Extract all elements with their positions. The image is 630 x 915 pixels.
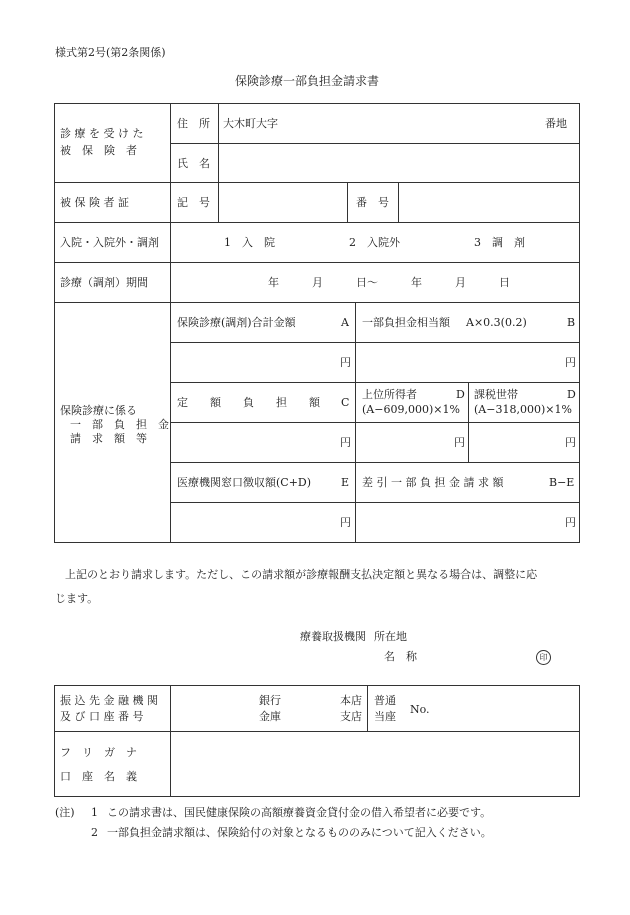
- partial-amount-code: B: [567, 316, 576, 329]
- total-amount-field[interactable]: [171, 343, 355, 382]
- taxed-household-field[interactable]: [469, 423, 579, 462]
- provider-name-label: 名 称: [384, 650, 417, 663]
- balance-claim-label: 差 引 一 部 負 担 金 請 求 額: [362, 476, 504, 489]
- address-town: 大木町大字: [223, 117, 278, 130]
- branch-word: 支店: [340, 710, 362, 723]
- total-amount-code: A: [341, 316, 349, 329]
- balance-claim-yen: 円: [565, 516, 576, 529]
- address-field[interactable]: [219, 104, 529, 142]
- partial-amount-formula: A×0.3(0.2): [466, 316, 527, 329]
- insured-label-line1: 診 療 を 受 け た: [60, 127, 144, 140]
- period-date-range[interactable]: 年 月 日～ 年 月 日: [268, 276, 510, 289]
- window-collection-field[interactable]: [171, 503, 355, 542]
- fixed-burden-yen: 円: [340, 436, 351, 449]
- address-label: 住 所: [177, 117, 210, 130]
- account-number-field[interactable]: [430, 686, 579, 731]
- period-label: 診療（調剤）期間: [60, 276, 148, 289]
- head-office-word: 本店: [340, 694, 362, 707]
- account-holder-label: 口 座 名 義: [60, 770, 137, 783]
- statement-line2: じます。: [55, 592, 99, 605]
- notes-prefix: (注): [55, 806, 75, 819]
- taxed-household-label: 課税世帯: [474, 388, 518, 401]
- koko-word: 金庫: [259, 710, 281, 723]
- account-number-label: No.: [410, 703, 430, 716]
- total-amount-yen: 円: [340, 356, 351, 369]
- form-number: 様式第2号(第2条関係): [55, 46, 166, 59]
- balance-claim-field[interactable]: [356, 503, 579, 542]
- partial-amount-yen: 円: [565, 356, 576, 369]
- account-holder-field[interactable]: [171, 732, 579, 796]
- fixed-burden-field[interactable]: [171, 423, 355, 462]
- form-title: 保険診療一部負担金請求書: [235, 74, 380, 88]
- admission-option-dispensing[interactable]: 3 調 剤: [474, 236, 525, 249]
- claim-label-line1: 保険診療に係る: [60, 404, 137, 417]
- insured-label-line2: 被 保 険 者: [60, 144, 137, 157]
- window-collection-yen: 円: [340, 516, 351, 529]
- bank-word: 銀行: [259, 694, 281, 707]
- statement-line1: 上記のとおり請求します。ただし、この請求額が診療報酬支払決定額と異なる場合は、調整に応: [65, 568, 538, 581]
- upper-income-field[interactable]: [356, 423, 468, 462]
- number-label: 番 号: [356, 196, 389, 209]
- taxed-household-formula: (A−318,000)×1%: [474, 403, 572, 416]
- name-field[interactable]: [219, 144, 579, 182]
- upper-income-code: D: [456, 388, 465, 401]
- note2-number: 2: [91, 826, 98, 839]
- bank-label-line1: 振 込 先 金 融 機 関: [60, 694, 158, 707]
- provider-location-label: 所在地: [374, 630, 407, 643]
- bank-name-field[interactable]: [171, 686, 367, 731]
- address-banchi: 番地: [545, 117, 567, 130]
- note1-text: この請求書は、国民健康保険の高額療養資金貸付金の借入希望者に必要です。: [107, 806, 492, 819]
- upper-income-label: 上位所得者: [362, 388, 417, 401]
- fixed-burden-label: 定 額 負 担 額: [177, 396, 326, 409]
- symbol-field[interactable]: [219, 183, 347, 221]
- upper-income-formula: (A−609,000)×1%: [362, 403, 460, 416]
- bank-label-line2: 及 び 口 座 番 号: [60, 710, 144, 723]
- seal-mark-icon: 印: [536, 650, 551, 665]
- note1-number: 1: [91, 806, 98, 819]
- account-type-ordinary[interactable]: 普通: [374, 694, 396, 707]
- symbol-label: 記 号: [177, 196, 210, 209]
- admission-option-outpatient[interactable]: 2 入院外: [349, 236, 400, 249]
- insurance-card-label: 被 保 険 者 証: [60, 196, 129, 209]
- provider-org-label: 療養取扱機関: [300, 630, 366, 643]
- window-collection-code: E: [341, 476, 350, 489]
- taxed-household-yen: 円: [565, 436, 576, 449]
- window-collection-label: 医療機関窓口徴収額(C+D): [177, 476, 312, 489]
- number-field[interactable]: [399, 183, 579, 221]
- account-type-current[interactable]: 当座: [374, 710, 396, 723]
- partial-amount-field[interactable]: [356, 343, 579, 382]
- fixed-burden-code: C: [341, 396, 350, 409]
- claim-label-line2: 一 部 負 担 金: [70, 418, 169, 431]
- total-amount-label: 保険診療(調剤)合計金額: [177, 316, 296, 329]
- partial-amount-label: 一部負担金相当額: [362, 316, 450, 329]
- balance-claim-code: B−E: [549, 476, 575, 489]
- note2-text: 一部負担金請求額は、保険給付の対象となるもののみについて記入ください。: [107, 826, 492, 839]
- claim-label-line3: 請 求 額 等: [70, 432, 147, 445]
- upper-income-yen: 円: [454, 436, 465, 449]
- taxed-household-code: D: [567, 388, 576, 401]
- name-label: 氏 名: [177, 157, 210, 170]
- admission-option-inpatient[interactable]: 1 入 院: [224, 236, 275, 249]
- furigana-label: フ リ ガ ナ: [60, 746, 137, 759]
- admission-label: 入院・入院外・調剤: [60, 236, 159, 249]
